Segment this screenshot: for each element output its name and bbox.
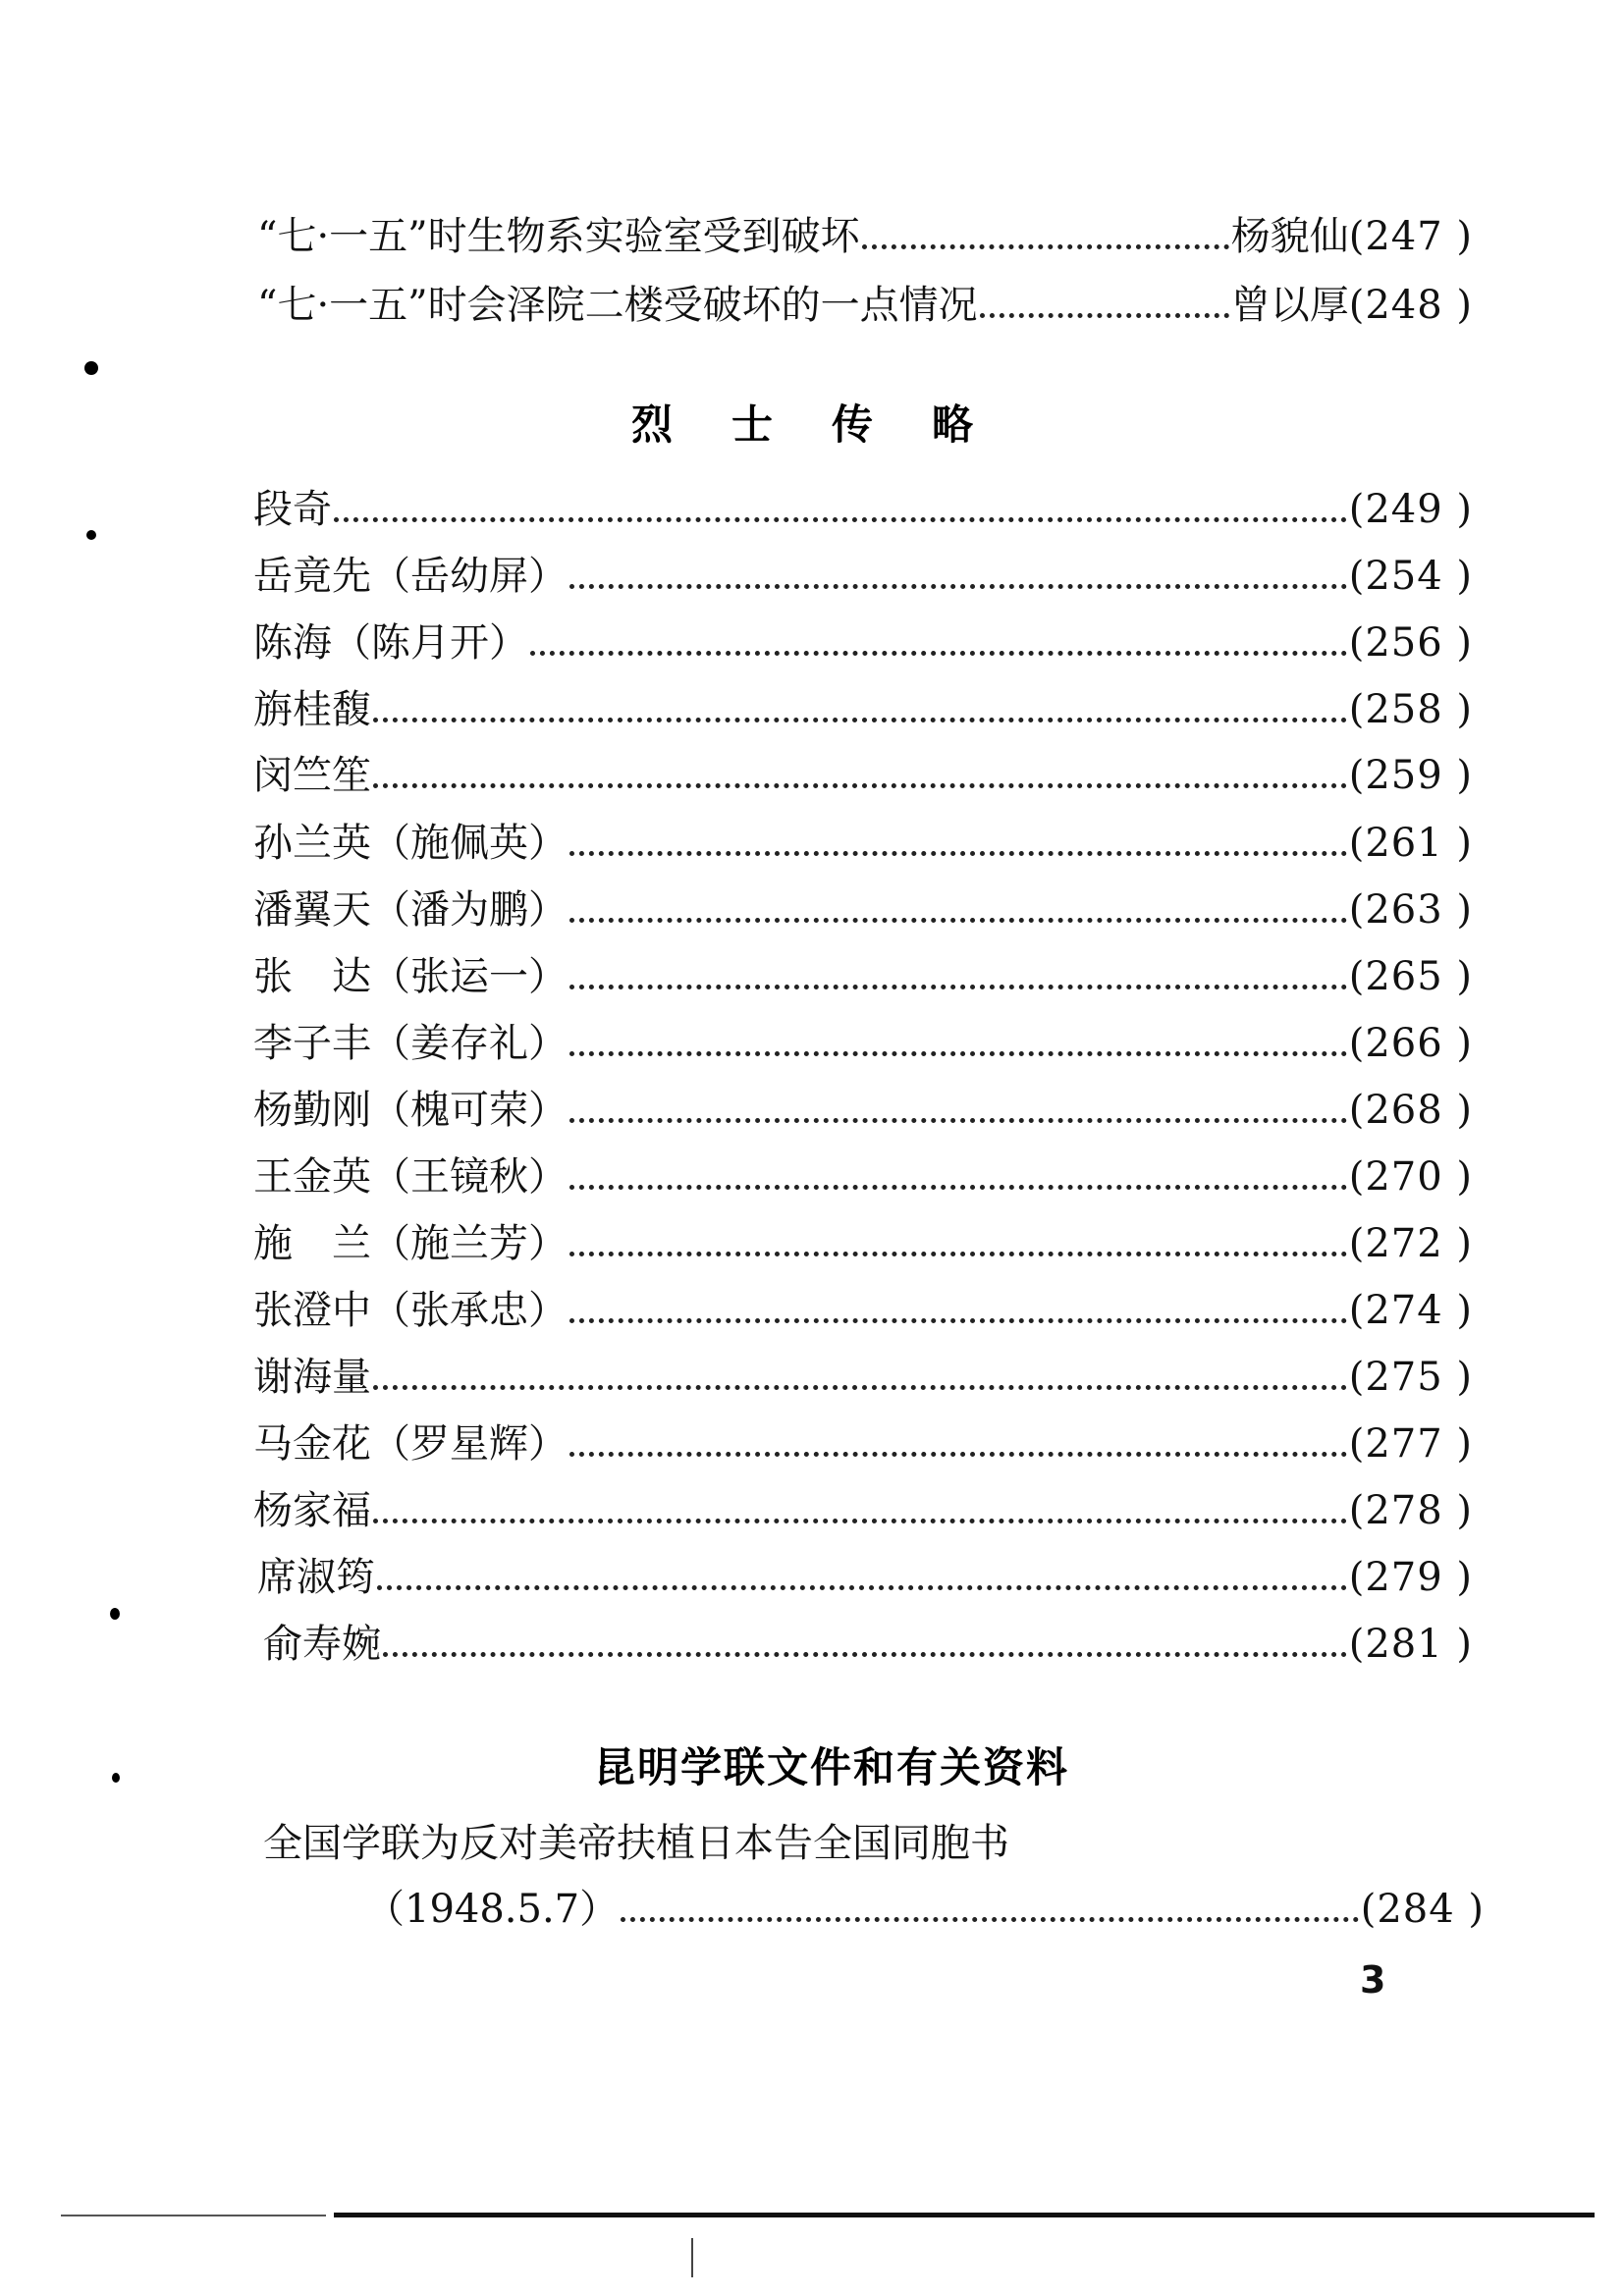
- dot-leader: [569, 918, 1347, 923]
- toc-entry-title: 施 兰（施兰芳）: [253, 1221, 568, 1266]
- toc-entry-title: 谢海量: [253, 1355, 371, 1400]
- toc-entry-title-line1: 全国学联为反对美帝扶植日本告全国同胞书: [263, 1821, 1009, 1866]
- dot-leader: [530, 651, 1347, 656]
- dot-leader: [377, 1585, 1347, 1590]
- toc-entry: [365, 1885, 1485, 1934]
- toc-entry-page: (258 ): [1348, 687, 1473, 732]
- toc-entry-page: (274 ): [1348, 1288, 1473, 1333]
- toc-entry: [253, 1353, 1473, 1402]
- dot-leader: [569, 1185, 1347, 1190]
- toc-entry: [253, 1219, 1473, 1268]
- toc-entry: [257, 281, 1473, 330]
- dot-leader: [373, 1385, 1347, 1390]
- toc-entry: [253, 1152, 1473, 1201]
- dot-leader: [569, 851, 1347, 856]
- toc-entry: [257, 212, 1473, 261]
- dot-leader: [373, 1519, 1347, 1523]
- dot-leader: [862, 244, 1229, 249]
- dot-leader: [569, 1252, 1347, 1256]
- toc-entry: [253, 485, 1473, 534]
- toc-entry-page: (254 ): [1348, 554, 1473, 599]
- toc-entry-title: 俞寿婉: [263, 1622, 381, 1667]
- section-heading-student-union-docs: 昆明学联文件和有关资料: [593, 1743, 1069, 1791]
- bottom-rule: [334, 2213, 1595, 2217]
- toc-entry-author: 杨貌仙: [1230, 214, 1349, 259]
- toc-entry-page: (265 ): [1348, 954, 1473, 999]
- toc-entry: [253, 1086, 1473, 1135]
- toc-entry: [253, 885, 1473, 934]
- toc-entry: [253, 751, 1473, 800]
- toc-entry-page: (277 ): [1348, 1421, 1473, 1467]
- scan-speck: [86, 530, 96, 540]
- toc-entry-page: (249 ): [1348, 487, 1473, 532]
- toc-entry-title: 潘翼天（潘为鹏）: [253, 887, 568, 933]
- dot-leader: [569, 1318, 1347, 1323]
- dot-leader: [373, 783, 1347, 788]
- toc-entry-title: “七·一五”时生物系实验室受到破坏: [257, 214, 860, 259]
- toc-entry-title: 岳竟先（岳幼屏）: [253, 554, 568, 599]
- toc-entry: [253, 819, 1473, 868]
- toc-entry: [253, 618, 1473, 667]
- dot-leader: [373, 718, 1347, 722]
- scan-speck: [84, 361, 98, 375]
- dot-leader: [621, 1917, 1359, 1922]
- toc-entry-title: 张澄中（张承忠）: [253, 1288, 568, 1333]
- toc-entry-page: (278 ): [1348, 1488, 1473, 1533]
- toc-entry: [253, 552, 1473, 601]
- toc-entry: [253, 1419, 1473, 1468]
- dot-leader: [980, 313, 1229, 318]
- dot-leader: [569, 584, 1347, 589]
- toc-entry-author: 曾以厚: [1230, 283, 1349, 328]
- toc-entry-page: (268 ): [1348, 1088, 1473, 1133]
- toc-entry-page: (256 ): [1348, 620, 1473, 666]
- toc-entry: [257, 1553, 1473, 1602]
- section-heading-martyrs: 烈士传略: [630, 400, 1032, 449]
- toc-entry-page: (275 ): [1348, 1355, 1473, 1400]
- scan-speck: [112, 1773, 120, 1783]
- dot-leader: [334, 517, 1347, 522]
- toc-entry-page: (259 ): [1348, 753, 1473, 798]
- toc-entry-title: 席淑筠: [257, 1555, 375, 1600]
- toc-entry-title: 马金花（罗星辉）: [253, 1421, 568, 1467]
- dot-leader: [569, 1452, 1347, 1457]
- toc-entry-page: (248 ): [1348, 283, 1473, 328]
- toc-entry-title: 张 达（张运一）: [253, 954, 568, 999]
- page-number: 3: [1360, 1958, 1386, 2002]
- dot-leader: [569, 985, 1347, 989]
- toc-entry-page: (281 ): [1348, 1622, 1473, 1667]
- dot-leader: [569, 1118, 1347, 1123]
- toc-entry-title: 段奇: [253, 487, 332, 532]
- toc-entry-title: 旃桂馥: [253, 687, 371, 732]
- toc-entry-page: (270 ): [1348, 1154, 1473, 1200]
- toc-entry-title: 孙兰英（施佩英）: [253, 821, 568, 866]
- toc-entry: [253, 952, 1473, 1001]
- dot-leader: [569, 1051, 1347, 1056]
- toc-entry-page: (247 ): [1348, 214, 1473, 259]
- bottom-rule-faint: [61, 2215, 326, 2216]
- scan-speck: [110, 1608, 120, 1620]
- toc-entry-page: (279 ): [1348, 1555, 1473, 1600]
- toc-entry-page: (263 ): [1348, 887, 1473, 933]
- toc-entry: [253, 685, 1473, 734]
- toc-entry-page: (266 ): [1348, 1021, 1473, 1066]
- toc-entry-page: (272 ): [1348, 1221, 1473, 1266]
- toc-entry-title: 王金英（王镜秋）: [253, 1154, 568, 1200]
- toc-entry-title: 陈海（陈月开）: [253, 620, 528, 666]
- toc-entry: [253, 1286, 1473, 1335]
- toc-entry-title-line2: （1948.5.7）: [365, 1887, 620, 1932]
- toc-entry-title: 李子丰（姜存礼）: [253, 1021, 568, 1066]
- toc-entry-title: 闵竺笙: [253, 753, 371, 798]
- toc-entry-page: (261 ): [1348, 821, 1473, 866]
- toc-entry: [253, 1486, 1473, 1535]
- toc-entry-page: (284 ): [1360, 1887, 1485, 1932]
- toc-entry-title: 杨勤刚（槐可荣）: [253, 1088, 568, 1133]
- toc-entry: [263, 1620, 1473, 1669]
- gutter-mark: [691, 2238, 693, 2277]
- toc-entry: [253, 1019, 1473, 1068]
- toc-entry-title: “七·一五”时会泽院二楼受破坏的一点情况: [257, 283, 978, 328]
- toc-entry-title: 杨家福: [253, 1488, 371, 1533]
- dot-leader: [383, 1652, 1347, 1657]
